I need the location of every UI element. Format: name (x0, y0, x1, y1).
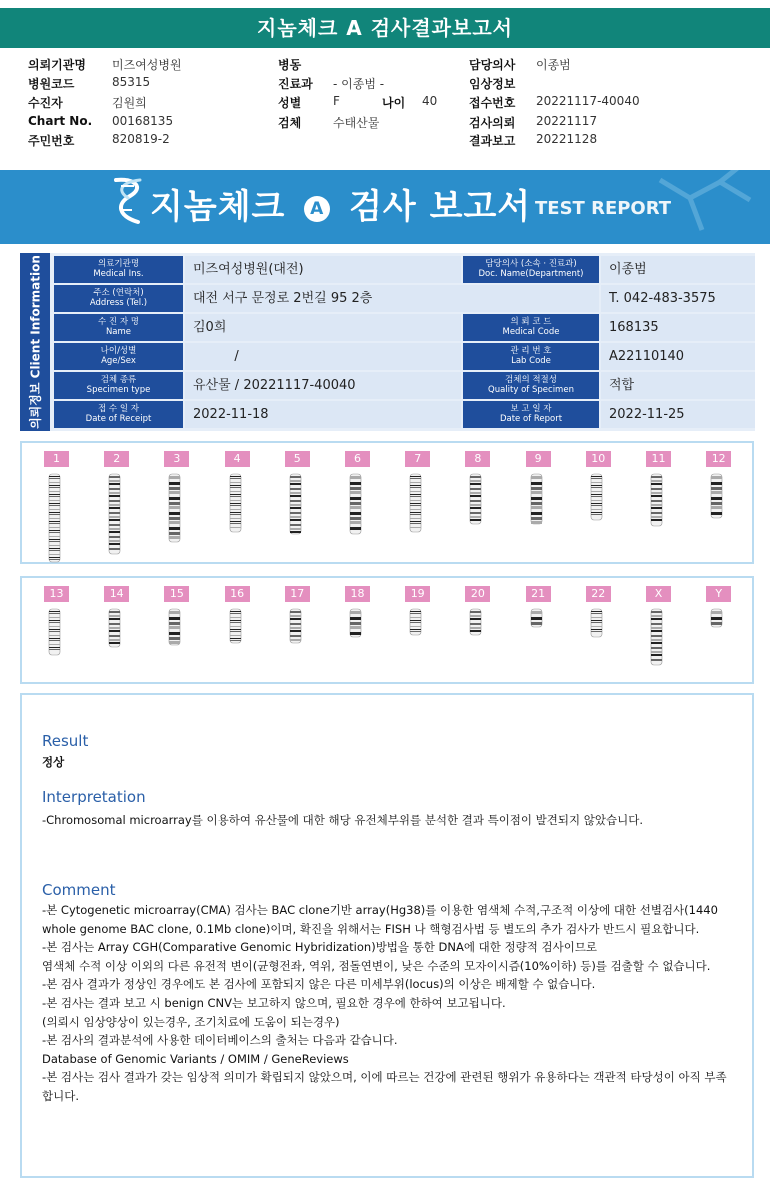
chromosome-number: 1 (44, 451, 69, 467)
info-value: F (333, 94, 340, 108)
info-value: 20221117 (536, 114, 598, 128)
info-label: 의뢰기관명 (28, 58, 86, 72)
chromosome-12 (704, 451, 744, 561)
client-row (54, 256, 755, 283)
comment-text (42, 901, 742, 1106)
header-cell: 담당의사 (소속 · 진료과) Doc. Name(Department) (463, 256, 599, 283)
chromosome-Y (704, 586, 744, 696)
value-cell: 유산물 / 20221117-40040 (185, 372, 461, 399)
info-label: 진료과 (278, 77, 313, 91)
chromosome-ideogram (469, 608, 483, 636)
chromosome-7 (403, 451, 443, 561)
info-row (28, 94, 748, 112)
header-cell: 관 리 번 호 Lab Code (463, 343, 599, 370)
comment-line: -본 검사는 Array CGH(Comparative Genomic Hybridization)방법을 통한 DNA에 대한 정량적 검사이므로 (42, 940, 598, 955)
info-label: 검사의뢰 (469, 116, 516, 130)
info-value: 이종범 (536, 58, 571, 72)
report-section (20, 693, 754, 1178)
chromosome-ideogram (229, 608, 243, 644)
chromosome-number: 19 (405, 586, 430, 602)
chromosome-number: 3 (164, 451, 189, 467)
value-cell: 적합 (601, 372, 755, 399)
chromosome-number: 14 (104, 586, 129, 602)
client-row (54, 372, 755, 399)
value-cell: 대전 서구 문정로 2번길 95 2층 (185, 285, 599, 312)
result-title: Result (42, 732, 89, 750)
comment-title: Comment (42, 881, 116, 899)
chromosome-2 (102, 451, 142, 561)
chromosome-ideogram (590, 473, 604, 521)
value-cell: 미즈여성병원(대전) (185, 256, 461, 283)
value-cell: 168135 (601, 314, 755, 341)
banner-subtitle: TEST REPORT (535, 198, 672, 219)
chromosome-8 (463, 451, 503, 561)
chromosome-ideogram (349, 473, 363, 535)
chromosome-ideogram (168, 473, 182, 543)
value-cell: 2022-11-25 (601, 401, 755, 428)
chromosome-ideogram (349, 608, 363, 638)
chromosome-13 (42, 586, 82, 696)
comment-line: -본 Cytogenetic microarray(CMA) 검사는 BAC clone기반 array(Hg38)를 이용한 염색체 수적,구조적 이상에 대한 선별검사(1440 (42, 903, 718, 917)
banner-badge: A (304, 196, 330, 222)
client-info-table (20, 253, 755, 431)
dna-logo-icon (108, 174, 152, 230)
comment-line: -본 검사 결과가 정상인 경우에도 본 검사에 포함되지 않은 다른 미세부위(locus)의 이상은 배제할 수 없습니다. (42, 977, 596, 992)
chromosome-ideogram (530, 608, 544, 628)
header-cell: 나이/성별 Age/Sex (54, 343, 183, 370)
chromosome-ideogram (108, 473, 122, 555)
chromosome-ideogram (289, 473, 303, 535)
chromosome-14 (102, 586, 142, 696)
chromosome-X (644, 586, 684, 696)
info-value: 20221128 (536, 132, 598, 146)
report-title: 지놈체크 A 검사결과보고서 (0, 8, 770, 48)
info-label: 병원코드 (28, 77, 75, 91)
chromosome-ideogram (530, 473, 544, 525)
info-row (28, 56, 748, 74)
info-label: 주민번호 (28, 134, 75, 148)
comment-line: 합니다. (42, 1088, 79, 1103)
chromosome-number: 11 (646, 451, 671, 467)
chromosome-number: 20 (465, 586, 490, 602)
info-label: 병동 (278, 58, 302, 72)
client-row (54, 343, 755, 370)
info-row (28, 114, 748, 132)
chromosome-number: 4 (225, 451, 250, 467)
client-row (54, 314, 755, 341)
comment-line: -본 검사의 결과분석에 사용한 데이터베이스의 출처는 다음과 같습니다. (42, 1033, 398, 1048)
info-label: 담당의사 (469, 58, 516, 72)
info-value: 미즈여성병원 (112, 58, 182, 72)
chromosome-number: 5 (285, 451, 310, 467)
chromosome-ideogram (409, 608, 423, 636)
comment-line: (의뢰시 임상양상이 있는경우, 조기치료에 도움이 되는경우) (42, 1014, 340, 1029)
result-value: 정상 (42, 755, 65, 769)
age-label: 나이 (382, 96, 406, 110)
report-banner (0, 170, 770, 244)
comment-line: -본 검사는 검사 결과가 갖는 임상적 의미가 확립되지 않았으며, 이에 따르는 건강에 관련된 행위가 유용하다는 객관적 타당성이 아직 부족 (42, 1070, 727, 1085)
chromosome-20 (463, 586, 503, 696)
interpretation-title: Interpretation (42, 788, 146, 806)
chromosome-number: 21 (526, 586, 551, 602)
banner-title-text: 지놈체크 (150, 187, 286, 227)
chromosome-number: 18 (345, 586, 370, 602)
chromosome-number: 10 (586, 451, 611, 467)
info-label: Chart No. (28, 114, 93, 128)
info-label: 성별 (278, 96, 302, 110)
chromosome-11 (644, 451, 684, 561)
chromosome-ideogram (289, 608, 303, 644)
chromosome-number: 17 (285, 586, 310, 602)
info-value: 00168135 (112, 114, 174, 128)
chromosome-ideogram (650, 473, 664, 527)
chromosome-16 (223, 586, 263, 696)
comment-line: Database of Genomic Variants / OMIM / GeneReviews (42, 1051, 349, 1066)
chromosome-ideogram (650, 608, 664, 666)
value-cell: T. 042-483-3575 (601, 285, 755, 312)
header-cell: 의료기관명 Medical Ins. (54, 256, 183, 283)
info-label: 수진자 (28, 96, 63, 110)
chromosome-15 (162, 586, 202, 696)
header-cell: 검체 종류 Specimen type (54, 372, 183, 399)
chromosome-ideogram (469, 473, 483, 525)
header-cell: 접 수 일 자 Date of Receipt (54, 401, 183, 428)
chromosome-ideogram (710, 473, 724, 519)
comment-line: -본 검사는 결과 보고 시 benign CNV는 보고하지 않으며, 필요한 경우에 한하여 보고됩니다. (42, 995, 506, 1010)
chromosome-19 (403, 586, 443, 696)
molecule-decoration-icon (620, 170, 770, 244)
value-cell: / (185, 343, 461, 370)
chromosome-21 (524, 586, 564, 696)
age-value: 40 (422, 94, 438, 108)
chromosome-number: 12 (706, 451, 731, 467)
karyogram-row-2 (20, 576, 754, 684)
value-cell: 2022-11-18 (185, 401, 461, 428)
chromosome-22 (584, 586, 624, 696)
chromosome-ideogram (48, 608, 62, 656)
header-cell: 보 고 일 자 Date of Report (463, 401, 599, 428)
info-value: 85315 (112, 75, 151, 89)
client-row (54, 285, 755, 312)
value-cell: 이종범 (601, 256, 755, 283)
chromosome-number: 22 (586, 586, 611, 602)
chromosome-ideogram (229, 473, 243, 533)
info-value: 수태산물 (333, 116, 380, 130)
info-value: 820819-2 (112, 132, 170, 146)
info-value: 김원희 (112, 96, 147, 110)
value-cell: 김0희 (185, 314, 461, 341)
chromosome-number: 2 (104, 451, 129, 467)
header-cell: 검체의 적절성 Quality of Specimen (463, 372, 599, 399)
chromosome-number: 15 (164, 586, 189, 602)
chromosome-number: 7 (405, 451, 430, 467)
side-label-text: 의뢰정보 Client Information (28, 255, 43, 429)
chromosome-ideogram (48, 473, 62, 563)
chromosome-number: X (646, 586, 671, 602)
chromosome-number: 8 (465, 451, 490, 467)
chromosome-number: 16 (225, 586, 250, 602)
chromosome-5 (283, 451, 323, 561)
chromosome-9 (524, 451, 564, 561)
comment-line: whole genome BAC clone, 0.1Mb clone)이며, 확진을 위해서는 FISH 나 핵형검사법 등 별도의 추가 검사가 반드시 필요합니다. (42, 921, 700, 936)
info-label: 검체 (278, 116, 302, 130)
info-value: - 이종범 - (333, 77, 385, 91)
info-label: 임상정보 (469, 77, 516, 91)
chromosome-4 (223, 451, 263, 561)
chromosome-number: 13 (44, 586, 69, 602)
chromosome-ideogram (108, 608, 122, 648)
info-row (28, 132, 748, 150)
info-label: 결과보고 (469, 134, 516, 148)
info-label: 접수번호 (469, 96, 516, 110)
karyogram-row-1 (20, 441, 754, 564)
chromosome-ideogram (590, 608, 604, 638)
chromosome-ideogram (168, 608, 182, 646)
chromosome-number: 9 (526, 451, 551, 467)
chromosome-ideogram (710, 608, 724, 628)
chromosome-number: Y (706, 586, 731, 602)
client-row (54, 401, 755, 428)
chromosome-3 (162, 451, 202, 561)
chromosome-17 (283, 586, 323, 696)
chromosome-6 (343, 451, 383, 561)
header-cell: 수 진 자 명 Name (54, 314, 183, 341)
chromosome-10 (584, 451, 624, 561)
comment-line: 염색체 수적 이상 이외의 다른 유전적 변이(균형전좌, 역위, 점돌연변이, 낮은 수준의 모자이시즘(10%이하) 등)를 검출할 수 없습니다. (42, 958, 711, 973)
chromosome-ideogram (409, 473, 423, 533)
header-cell: 주소 (연락처) Address (Tel.) (54, 285, 183, 312)
client-info-side-label (20, 253, 50, 431)
info-value: 20221117-40040 (536, 94, 640, 108)
chromosome-number: 6 (345, 451, 370, 467)
info-row (28, 75, 748, 93)
chromosome-18 (343, 586, 383, 696)
header-cell: 의 뢰 코 드 Medical Code (463, 314, 599, 341)
interpretation-text: -Chromosomal microarray를 이용하여 유산물에 대한 해당 유전체부위를 분석한 결과 특이점이 발견되지 않았습니다. (42, 813, 643, 827)
banner-title (150, 179, 531, 228)
chromosome-1 (42, 451, 82, 561)
value-cell: A22110140 (601, 343, 755, 370)
banner-title-suffix: 검사 보고서 (349, 187, 532, 227)
